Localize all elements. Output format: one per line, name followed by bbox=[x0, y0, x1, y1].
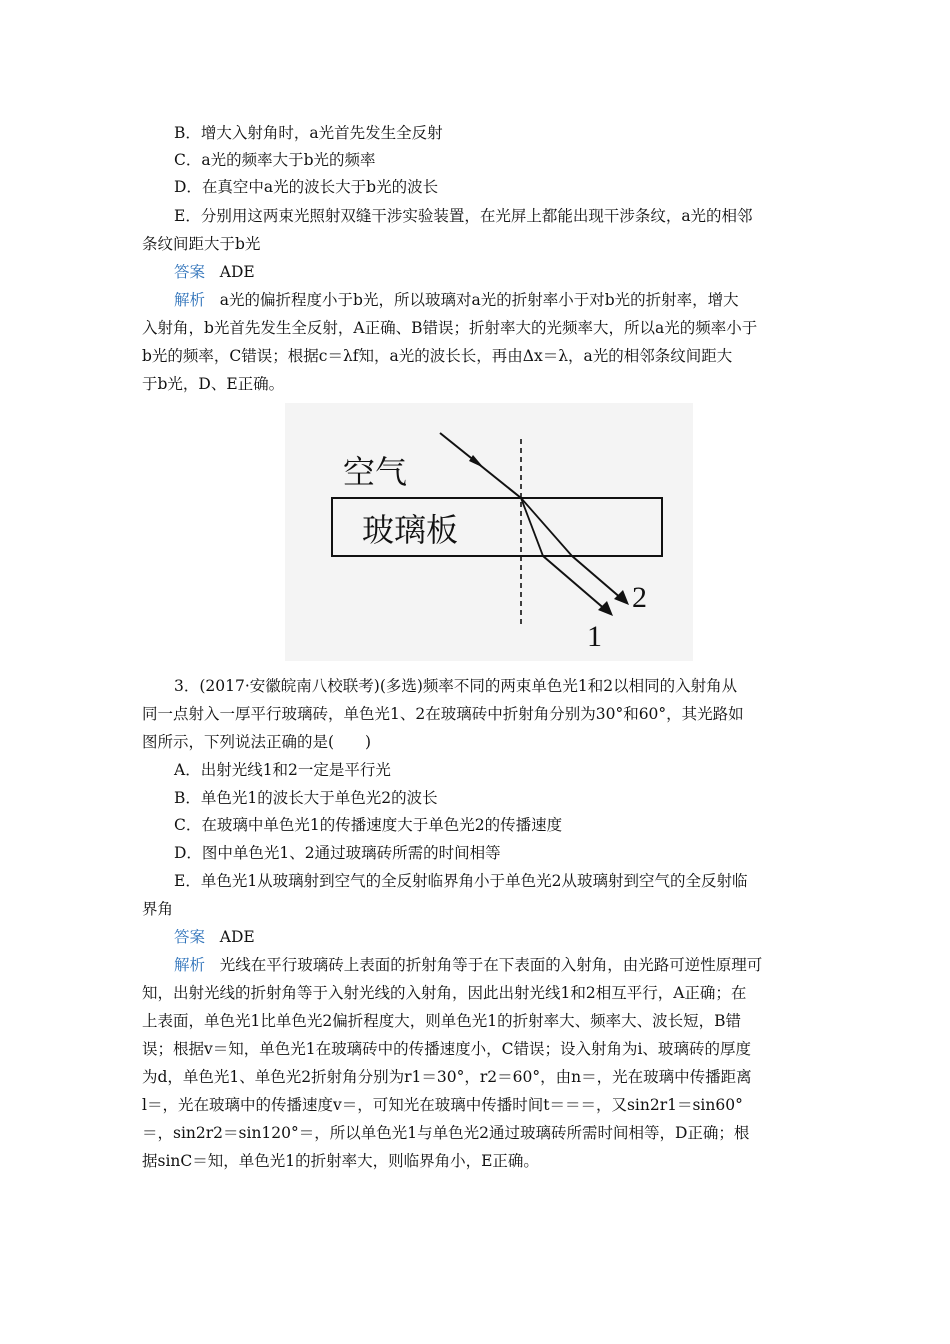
label-glass: 玻璃板 bbox=[362, 512, 459, 548]
q2-option-e: E．分别用这两束光照射双缝干涉实验装置，在光屏上都能出现干涉条纹，a光的相邻 bbox=[174, 207, 753, 225]
q3-stem-1: 3．(2017·安徽皖南八校联考)(多选)频率不同的两束单色光1和2以相同的入射角从 bbox=[174, 677, 738, 695]
q3-analysis-4: 误；根据v＝知，单色光1在玻璃砖中的传播速度小，C错误；设入射角为i、玻璃砖的厚度 bbox=[142, 1040, 751, 1058]
q2-option-e-cont: 条纹间距大于b光 bbox=[142, 235, 261, 253]
q2-analysis-3: b光的频率，C错误；根据c＝λf知，a光的波长长，再由Δx＝λ，a光的相邻条纹间距大 bbox=[142, 347, 733, 365]
q2-option-b: B．增大入射角时，a光首先发生全反射 bbox=[174, 124, 443, 142]
q3-option-b: B．单色光1的波长大于单色光2的波长 bbox=[174, 789, 438, 807]
answer-label: 答案 bbox=[174, 263, 206, 281]
q3-stem-3: 图所示，下列说法正确的是( ) bbox=[142, 733, 372, 751]
refraction-diagram bbox=[285, 403, 693, 661]
label-air: 空气 bbox=[343, 454, 408, 490]
q3-answer bbox=[174, 927, 255, 947]
refraction-figure bbox=[285, 403, 693, 661]
analysis-label: 解析 bbox=[174, 291, 206, 309]
q2-analysis-2: 入射角，b光首先发生全反射，A正确、B错误；折射率大的光频率大，所以a光的频率小于 bbox=[142, 319, 758, 337]
figure-background bbox=[285, 403, 693, 661]
q3-stem-2: 同一点射入一厚平行玻璃砖，单色光1、2在玻璃砖中折射角分别为30°和60°，其光路如 bbox=[142, 705, 744, 723]
analysis-text: a光的偏折程度小于b光，所以玻璃对a光的折射率小于对b光的折射率，增大 bbox=[219, 291, 739, 309]
q3-analysis-1 bbox=[174, 955, 762, 975]
q3-analysis-5: 为d，单色光1、单色光2折射角分别为r1＝30°，r2＝60°，由n＝，光在玻璃中传播距离 bbox=[142, 1068, 752, 1086]
q3-analysis-2: 知，出射光线的折射角等于入射光线的入射角，因此出射光线1和2相互平行，A正确；在 bbox=[142, 984, 747, 1002]
q2-option-c: C．a光的频率大于b光的频率 bbox=[174, 151, 376, 169]
label-ray-2: 2 bbox=[632, 581, 647, 614]
q2-option-d: D．在真空中a光的波长大于b光的波长 bbox=[174, 178, 439, 196]
q3-analysis-6: l＝，光在玻璃中的传播速度v＝，可知光在玻璃中传播时间t＝＝＝，又sin2r1＝sin60° bbox=[142, 1096, 743, 1114]
analysis-text: 光线在平行玻璃砖上表面的折射角等于在下表面的入射角，由光路可逆性原理可 bbox=[219, 956, 763, 974]
q3-analysis-3: 上表面，单色光1比单色光2偏折程度大，则单色光1的折射率大、频率大、波长短，B错 bbox=[142, 1012, 741, 1030]
q3-analysis-8: 据sinC＝知，单色光1的折射率大，则临界角小，E正确。 bbox=[142, 1152, 539, 1170]
answer-value: ADE bbox=[219, 263, 255, 281]
q3-option-a: A．出射光线1和2一定是平行光 bbox=[174, 761, 391, 779]
q3-option-e-cont: 界角 bbox=[142, 900, 174, 918]
q2-answer bbox=[174, 262, 255, 282]
label-ray-1: 1 bbox=[587, 620, 602, 653]
answer-label: 答案 bbox=[174, 928, 206, 946]
q3-option-e: E．单色光1从玻璃射到空气的全反射临界角小于单色光2从玻璃射到空气的全反射临 bbox=[174, 872, 748, 890]
q2-analysis-4: 于b光，D、E正确。 bbox=[142, 375, 285, 393]
q3-option-c: C．在玻璃中单色光1的传播速度大于单色光2的传播速度 bbox=[174, 816, 563, 834]
q3-option-d: D．图中单色光1、2通过玻璃砖所需的时间相等 bbox=[174, 844, 501, 862]
q2-analysis-1 bbox=[174, 290, 739, 310]
analysis-label: 解析 bbox=[174, 956, 206, 974]
answer-value: ADE bbox=[219, 928, 255, 946]
q3-analysis-7: ＝，sin2r2＝sin120°＝，所以单色光1与单色光2通过玻璃砖所需时间相等，D正确；根 bbox=[142, 1124, 750, 1142]
